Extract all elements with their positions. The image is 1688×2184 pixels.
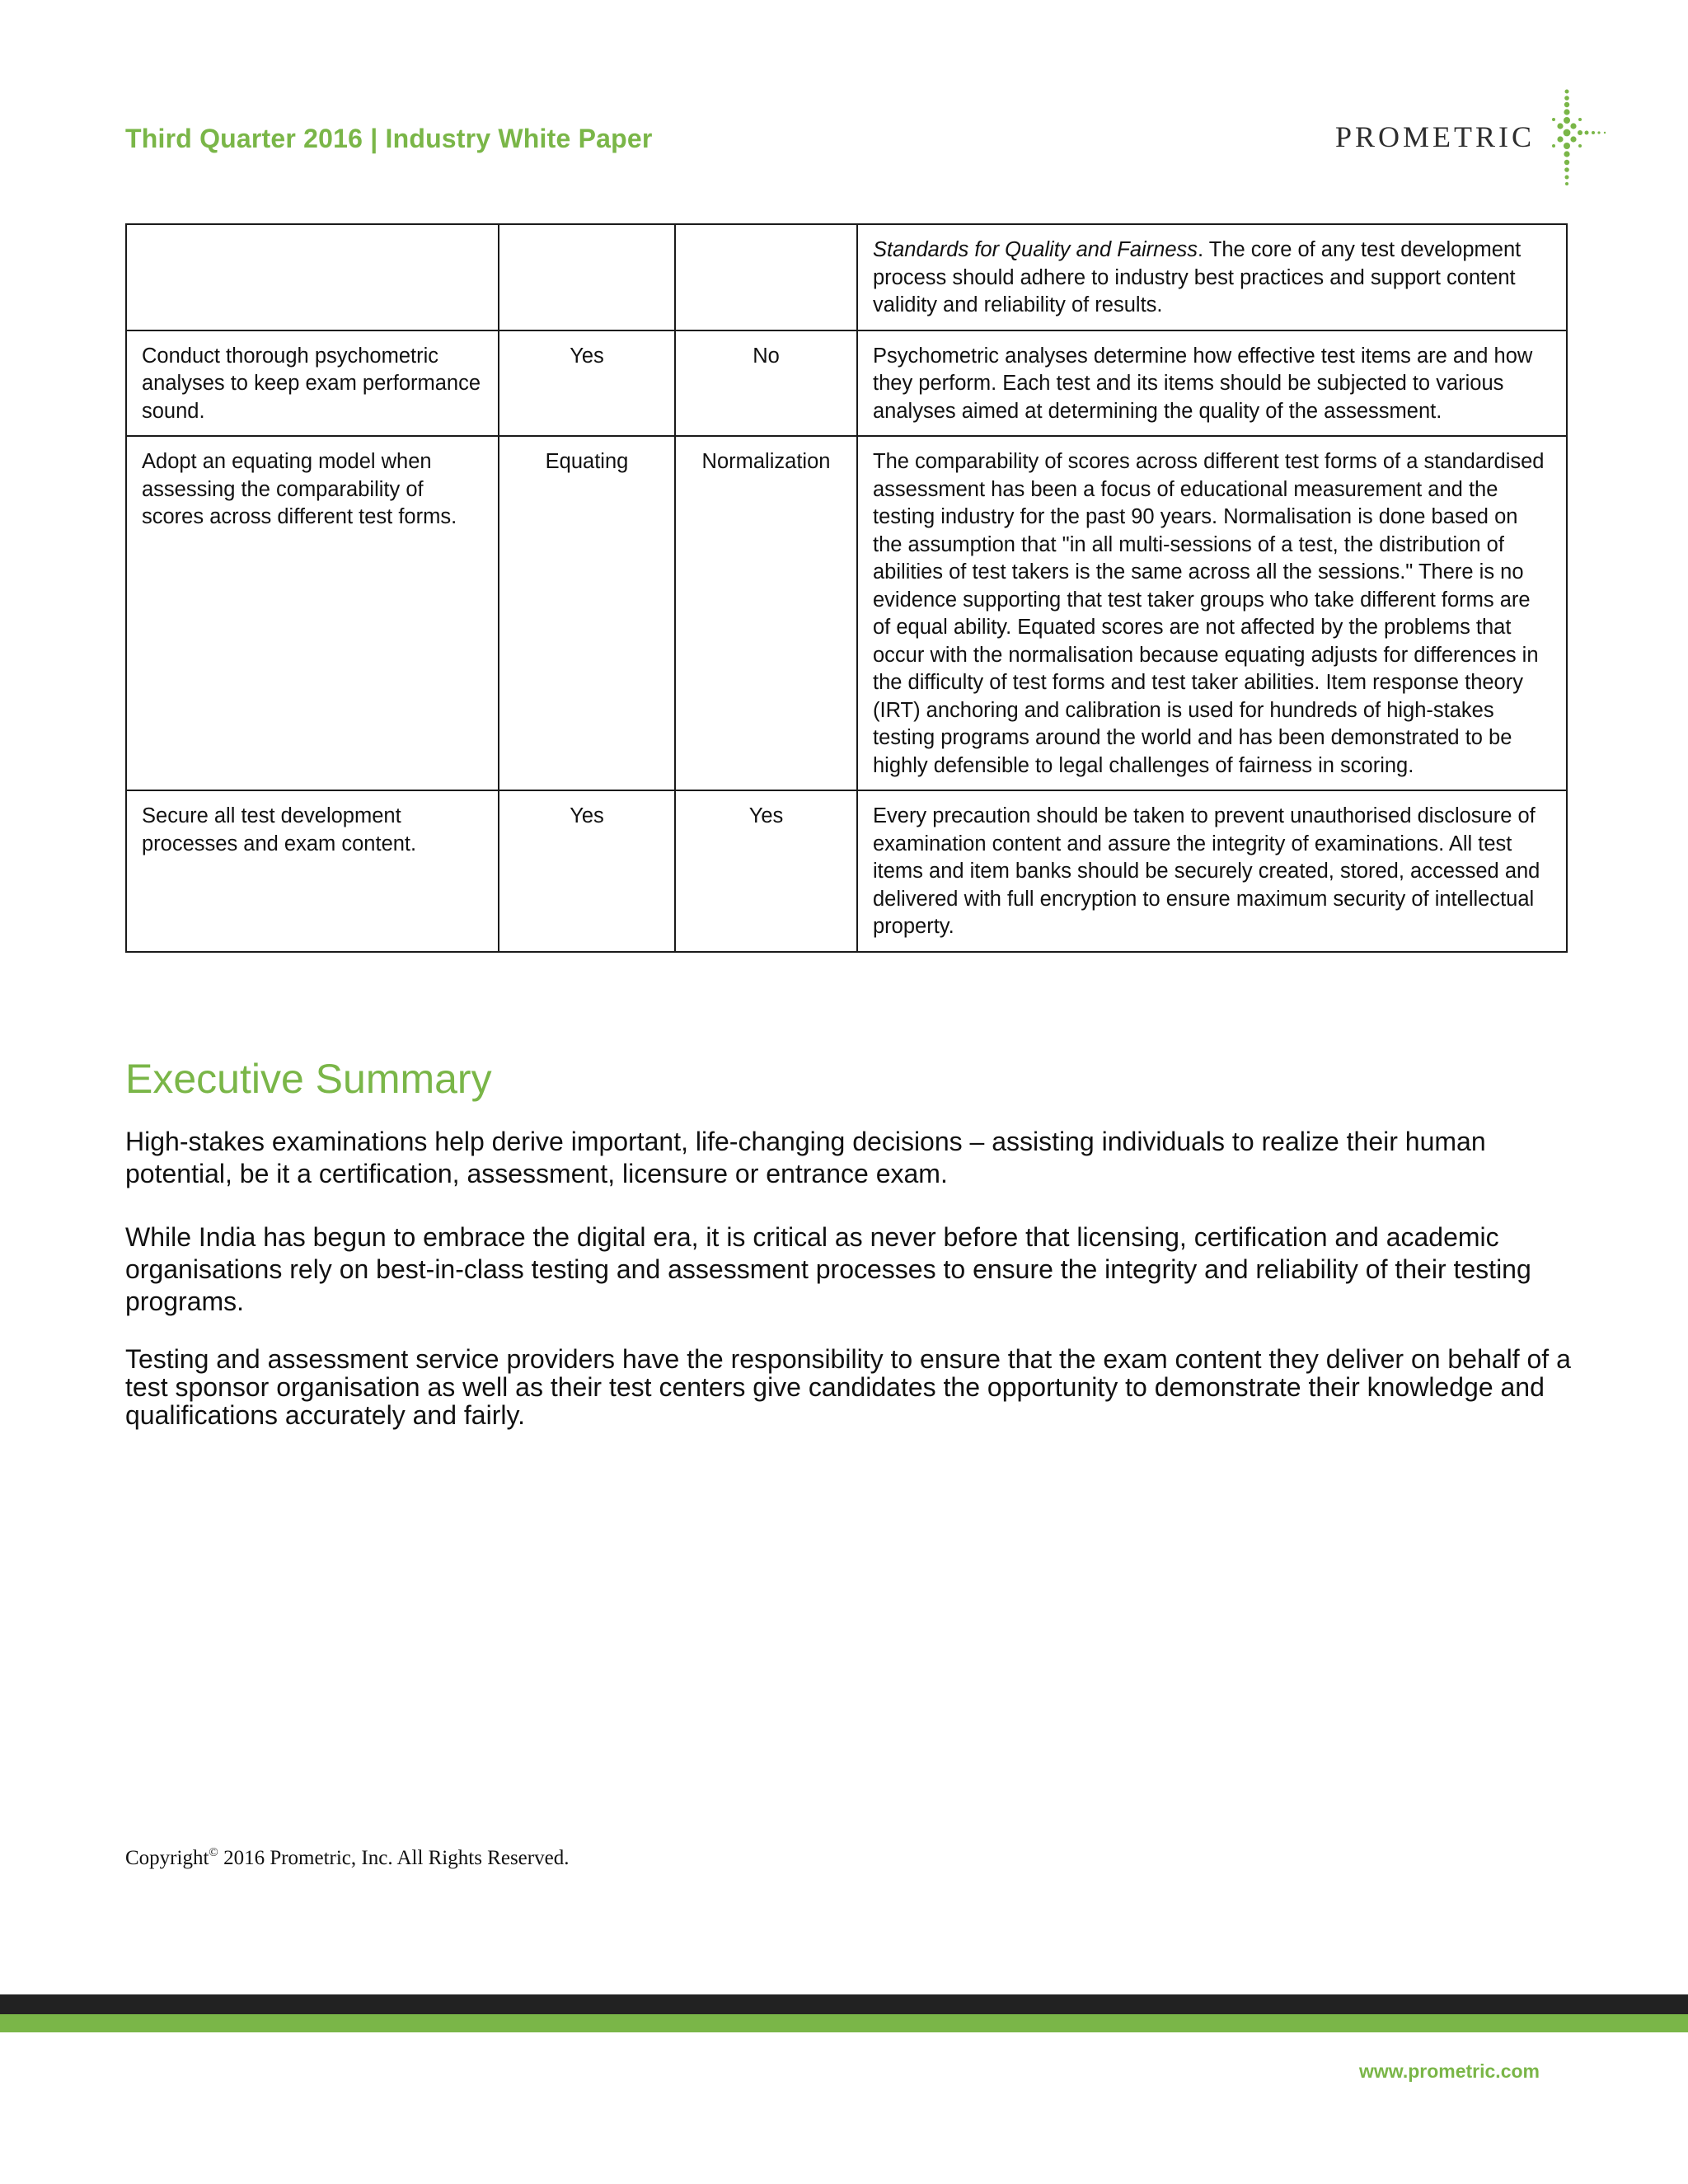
copyright-text: 2016 Prometric, Inc. All Rights Reserved. (218, 1847, 570, 1869)
col3-cell: Normalization (675, 436, 857, 790)
summary-paragraph-2: While India has begun to embrace the digital era, it is critical as never before that licensing, certification and academic organisations rely on best-in-class testing and assessment processes to ensure the integrity and reliability of their testing programs. (125, 1222, 1531, 1316)
description-cell: Psychometric analyses determine how effective test items are and how they perform. Each test and its items should be subjected to various analyses aimed at determining the quality of the assessment. (857, 330, 1567, 437)
executive-summary-heading: Executive Summary (125, 1056, 492, 1102)
col2-cell (499, 224, 675, 330)
practice-cell: Conduct thorough psychometric analyses to keep exam performance sound. (126, 330, 499, 437)
page-header-title: Third Quarter 2016 | Industry White Paper (125, 124, 653, 153)
description-cell (857, 224, 1567, 330)
description-cell: The comparability of scores across different test forms of a standardised assessment has been a focus of educational measurement and the testing industry for the past 90 years. Normalisation is done based on the assumption that "in all multi-sessions of a test, the distribution of abilities of test takers is the same across all the sessions." There is no evidence supporting that test taker groups who take different forms are of equal ability. Equated scores are not affected by the problems that occur with the normalisation because equating adjusts for differences in the difficulty of test forms and test taker abilities. Item response theory (IRT) anchoring and calibration is used for hundreds of high-stakes testing programs around the world and has been demonstrated to be highly defensible to legal challenges of fairness in scoring. (857, 436, 1567, 790)
copyright-prefix: Copyright (125, 1847, 209, 1869)
description-cell: Every precaution should be taken to prevent unauthorised disclosure of examination content and assure the integrity of examinations. All test items and item banks should be securely created, stored, accessed and delivered with full encryption to ensure maximum security of intellectual property. (857, 790, 1567, 952)
prometric-logo (1331, 87, 1603, 190)
col3-cell (675, 224, 857, 330)
footer-green-bar (0, 2014, 1688, 2032)
col2-cell: Yes (499, 330, 675, 437)
practice-cell: Secure all test development processes and exam content. (126, 790, 499, 952)
description-italic: Standards for Quality and Fairness (873, 238, 1198, 261)
table-row (126, 224, 1567, 330)
footer-dark-bar (0, 1994, 1688, 2014)
table-row (126, 436, 1567, 790)
copyright-symbol: © (209, 1846, 218, 1859)
copyright-notice (125, 1846, 569, 1870)
footer-website-link[interactable]: www.prometric.com (1359, 2060, 1540, 2082)
col3-cell: Yes (675, 790, 857, 952)
table-row (126, 330, 1567, 437)
practices-table (125, 223, 1568, 953)
col2-cell: Yes (499, 790, 675, 952)
practice-cell: Adopt an equating model when assessing the comparability of scores across different test forms. (126, 436, 499, 790)
description-text: . The core of any test development process should adhere to industry best practices and support content validity and reliability of results. (873, 238, 1522, 316)
prometric-star-icon (1536, 87, 1610, 190)
summary-paragraph-3: Testing and assessment service providers have the responsibility to ensure that the exam content they deliver on behalf of a test sponsor organisation as well as their test centers give candidates the opportunity to demonstrate their knowledge and qualifications accurately and fairly. (125, 1344, 1571, 1430)
logo-text: PROMETRIC (1335, 120, 1536, 153)
practice-cell (126, 224, 499, 330)
summary-paragraph-1: High-stakes examinations help derive important, life-changing decisions – assisting individuals to realize their human potential, be it a certification, assessment, licensure or entrance exam. (125, 1127, 1486, 1188)
col3-cell: No (675, 330, 857, 437)
col2-cell: Equating (499, 436, 675, 790)
table-row (126, 790, 1567, 952)
